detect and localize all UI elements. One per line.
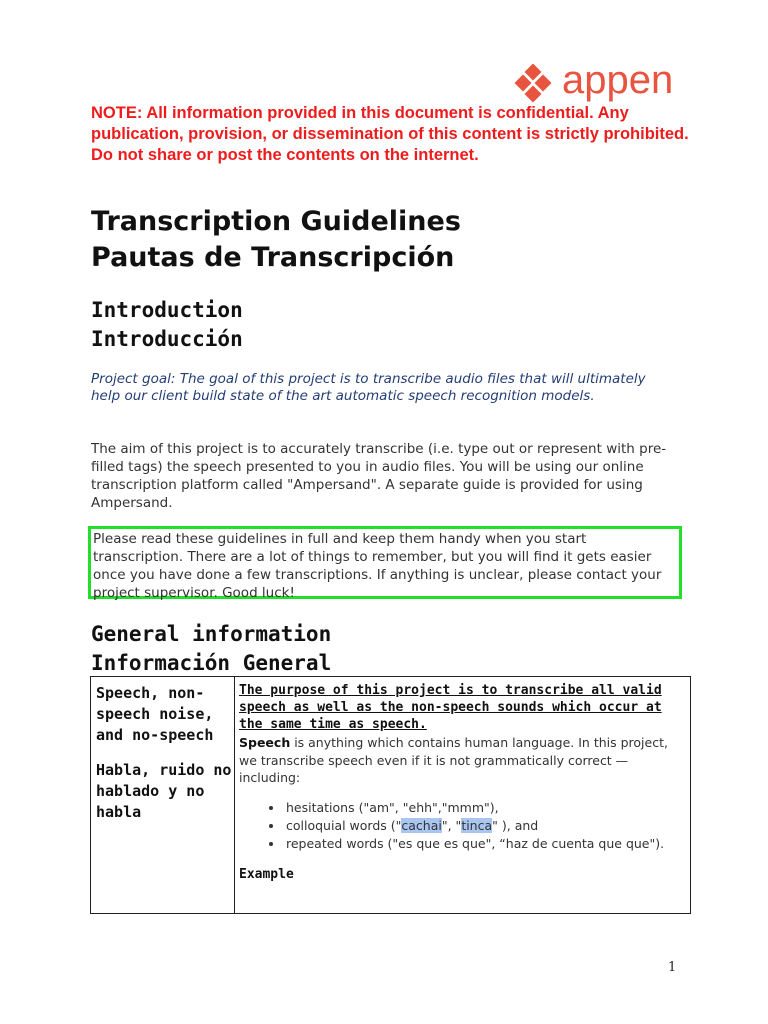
row-label-cell xyxy=(91,677,235,914)
speech-examples-list xyxy=(239,799,682,853)
general-heading-spanish: Información General xyxy=(91,651,332,675)
project-aim: The aim of this project is to accurately transcribe (i.e. type out or represent with pre-filled tags) the speech presented to you in audio files. You will be using our online transcription platform called "Ampersand". A separate guide is provided for using Ampersand. xyxy=(91,441,667,511)
read-guidelines-callout: Please read these guidelines in full and keep them handy when you start transcription. There are a lot of things to remember, but you will find it gets easier once you have done a few transcriptions. If anything is unclear, please contact your project supervisor. Good luck! xyxy=(88,526,682,599)
appen-logo xyxy=(514,58,680,106)
list-item: • colloquial words ("cachai", "tinca" ), and xyxy=(284,817,682,835)
general-information-heading xyxy=(91,620,691,678)
speech-definition xyxy=(239,734,682,787)
speech-definition-text: is anything which contains human language. In this project, we transcribe speech even if it is not grammatically correct — including: xyxy=(239,735,668,785)
general-info-table xyxy=(90,676,691,914)
row-content-cell xyxy=(235,677,691,914)
title-english: Transcription Guidelines xyxy=(91,206,461,237)
list-item: • hesitations ("am", "ehh","mmm"), xyxy=(284,799,682,817)
logo-text: appen xyxy=(562,58,674,102)
document-title xyxy=(91,204,711,276)
general-heading-english: General information xyxy=(91,622,332,646)
intro-heading-english: Introduction xyxy=(91,298,243,322)
highlighted-word-cachai: cachai xyxy=(401,817,442,833)
project-goal: Project goal: The goal of this project is to transcribe audio files that will ultimately help our client build state of the art automatic speech recognition models. xyxy=(91,371,646,405)
row-label-spanish: Habla, ruido no hablado y no habla xyxy=(96,761,232,821)
page-number: 1 xyxy=(668,960,677,975)
example-label: Example xyxy=(239,866,294,882)
speech-term: Speech xyxy=(239,735,291,750)
appen-diamond-icon xyxy=(514,64,554,104)
intro-heading-spanish: Introducción xyxy=(91,327,243,351)
table-row xyxy=(91,677,691,914)
list-item: • repeated words ("es que es que", “haz de cuenta que que"). xyxy=(284,835,682,853)
purpose-statement: The purpose of this project is to transcribe all valid speech as well as the non-speech sounds which occur at the same time as speech. xyxy=(239,683,662,732)
title-spanish: Pautas de Transcripción xyxy=(91,242,455,273)
confidential-note: NOTE: All information provided in this document is confidential. Any publication, provision, or dissemination of this content is strictly prohibited. Do not share or post the contents on the internet. xyxy=(91,104,689,164)
highlighted-word-tinca: tinca xyxy=(461,817,493,833)
row-label-english: Speech, non-speech noise, and no-speech xyxy=(96,684,214,744)
introduction-heading xyxy=(91,296,691,354)
